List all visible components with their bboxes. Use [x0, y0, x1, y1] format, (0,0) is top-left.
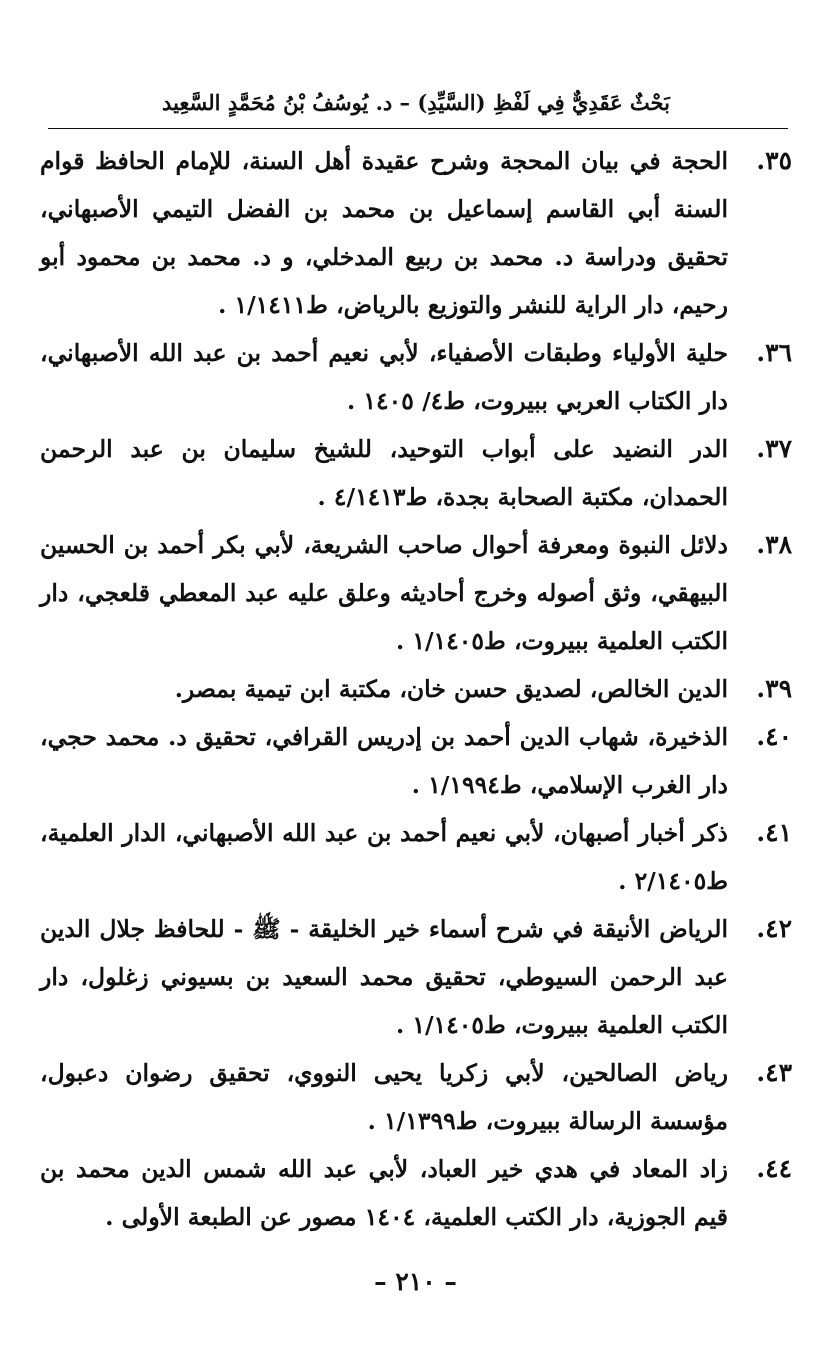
reference-text: الدين الخالص، لصديق حسن خان، مكتبة ابن تيمية بمصر.: [174, 675, 728, 703]
reference-entry-38: [40, 521, 792, 665]
reference-text: الدر النضيد على أبواب التوحيد، للشيخ سليمان بن عبد الرحمن الحمدان، مكتبة الصحابة بجدة، ط٤/١٤١٣ .: [40, 435, 728, 511]
reference-entry-40: [40, 713, 792, 809]
running-header: بَحْثٌ عَقَدِيٌّ فِي لَفْظِ (السَّيِّدِ) – د. يُوسُفُ بْنُ مُحَمَّدٍ السَّعِيد: [162, 90, 670, 115]
reference-text: رياض الصالحين، لأبي زكريا يحيى النووي، تحقيق رضوان دعبول، مؤسسة الرسالة ببيروت، ط١/١٣٩٩ .: [40, 1059, 728, 1135]
reference-number: ٣٥.: [756, 146, 792, 175]
header-rule: [48, 128, 788, 129]
reference-text: ذكر أخبار أصبهان، لأبي نعيم أحمد بن عبد الله الأصبهاني، الدار العلمية، ط٢/١٤٠٥ .: [40, 819, 728, 895]
reference-number: ٣٦.: [756, 338, 792, 367]
reference-entry-44: [40, 1145, 792, 1241]
reference-number: ٤١.: [756, 818, 792, 847]
references-list: [40, 137, 792, 1241]
reference-entry-43: [40, 1049, 792, 1145]
reference-entry-37: [40, 425, 792, 521]
reference-number: ٣٨.: [756, 530, 792, 559]
reference-number: ٣٧.: [756, 434, 792, 463]
reference-number: ٣٩.: [756, 674, 792, 703]
reference-text: الذخيرة، شهاب الدين أحمد بن إدريس القرافي، تحقيق د. محمد حجي، دار الغرب الإسلامي، ط١/١٩٩٤ .: [40, 723, 728, 799]
reference-number: ٤٣.: [756, 1058, 792, 1087]
reference-text: زاد المعاد في هدي خير العباد، لأبي عبد الله شمس الدين محمد بن قيم الجوزية، دار الكتب العلمية، ١٤٠٤ مصور عن الطبعة الأولى .: [40, 1155, 728, 1231]
reference-entry-39: [40, 665, 792, 713]
reference-number: ٤٤.: [756, 1154, 792, 1183]
reference-text: الرياض الأنيقة في شرح أسماء خير الخليقة - ﷺ - للحافظ جلال الدين عبد الرحمن السيوطي، تحقيق محمد السعيد بن بسيوني زغلول، دار الكتب العلمية ببيروت، ط١/١٤٠٥ .: [40, 915, 728, 1039]
reference-entry-36: [40, 329, 792, 425]
reference-number: ٤٠.: [756, 722, 792, 751]
reference-entry-41: [40, 809, 792, 905]
reference-entry-35: [40, 137, 792, 329]
reference-entry-42: [40, 905, 792, 1049]
reference-number: ٤٢.: [756, 914, 792, 943]
reference-text: دلائل النبوة ومعرفة أحوال صاحب الشريعة، لأبي بكر أحمد بن الحسين البيهقي، وثق أصوله وخرج أحاديثه وعلق عليه عبد المعطي قلعجي، دار الكتب العلمية ببيروت، ط١/١٤٠٥ .: [40, 531, 728, 655]
reference-text: حلية الأولياء وطبقات الأصفياء، لأبي نعيم أحمد بن عبد الله الأصبهاني، دار الكتاب العربي ببيروت، ط٤/ ١٤٠٥ .: [40, 339, 728, 415]
reference-text: الحجة في بيان المحجة وشرح عقيدة أهل السنة، للإمام الحافظ قوام السنة أبي القاسم إسماعيل بن محمد بن الفضل التيمي الأصبهاني، تحقيق ودراسة د. محمد بن ربيع المدخلي، و د. محمد بن محمود أبو رحيم، دار الراية للنشر والتوزيع بالرياض، ط١/١٤١١ .: [40, 147, 728, 319]
page-number: – ٢١٠ –: [374, 1267, 457, 1296]
